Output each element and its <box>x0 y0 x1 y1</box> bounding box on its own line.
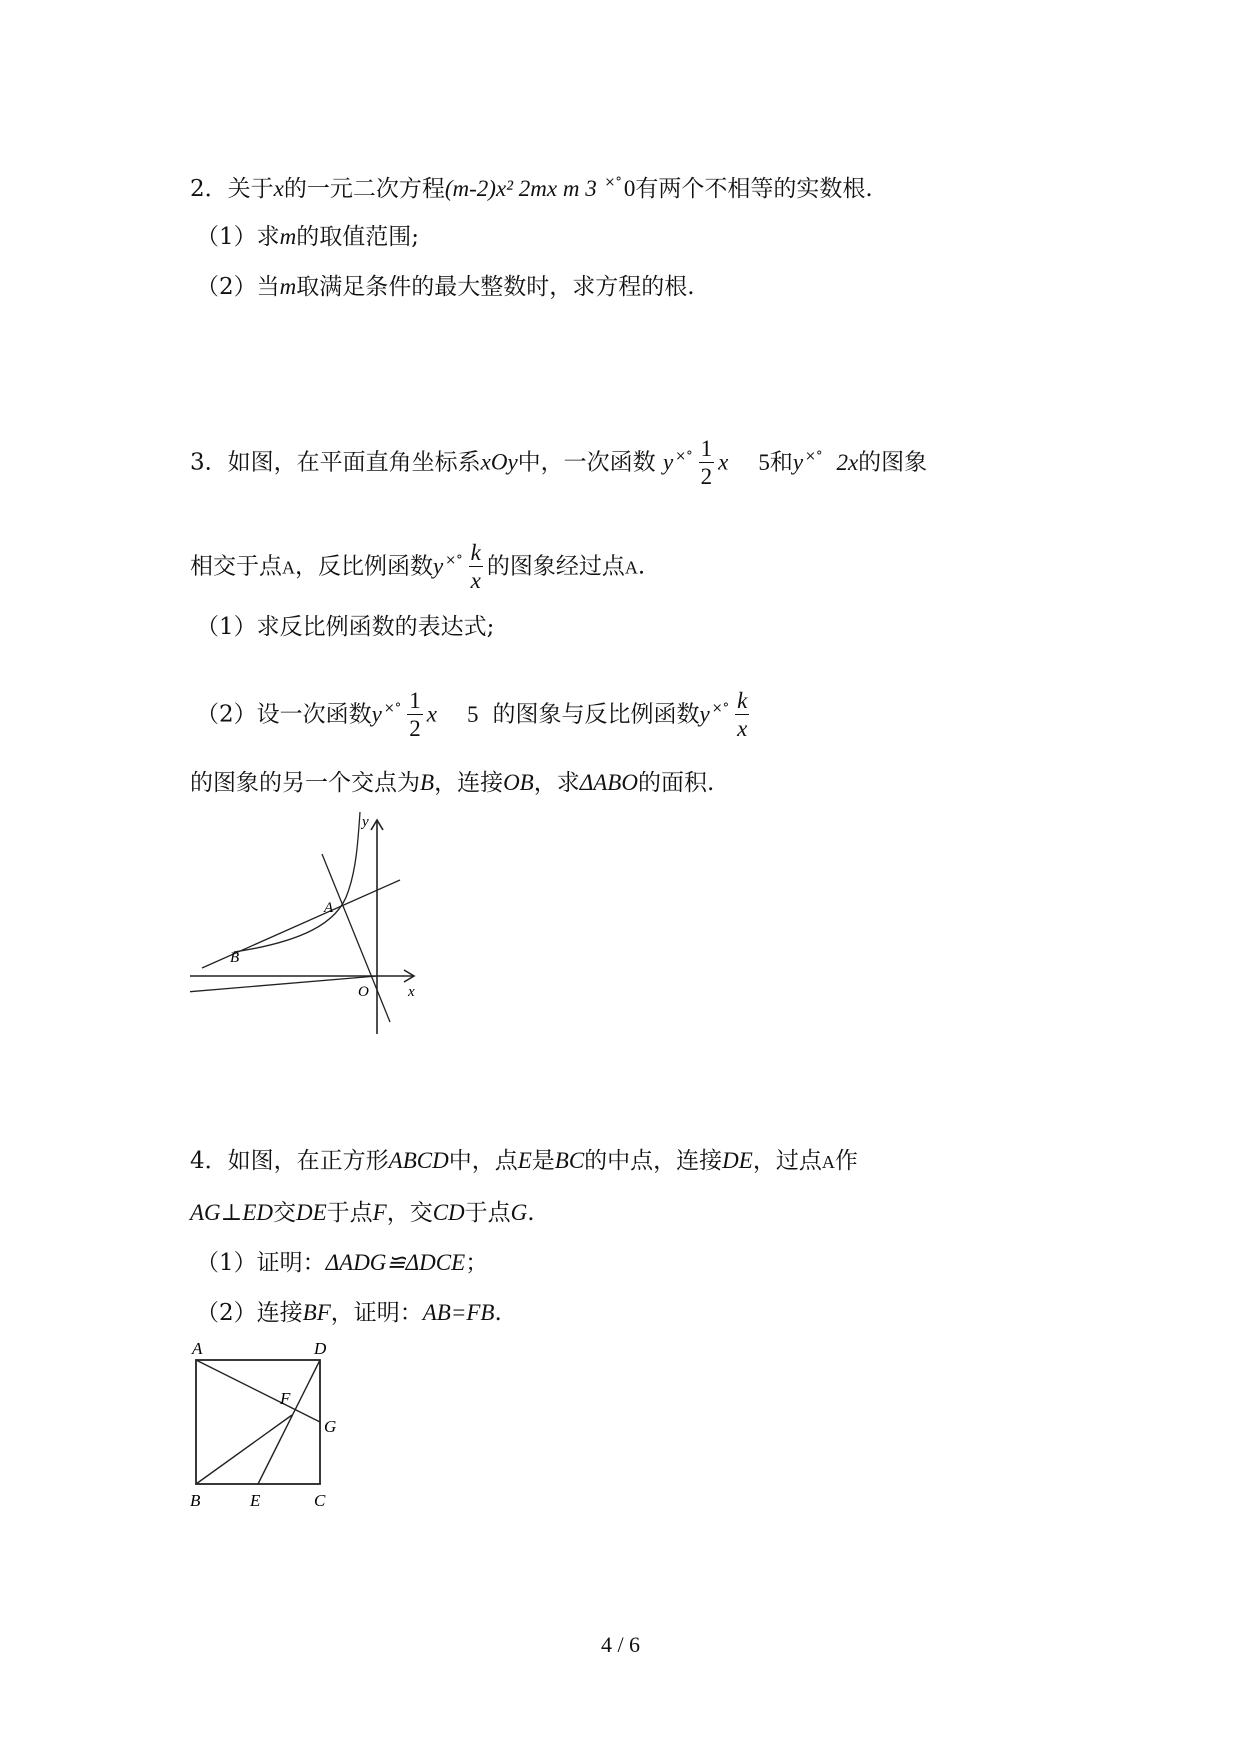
q3-intro: 如图，在平面直角坐标系 <box>227 449 481 476</box>
q4-mid3: 的中点，连接 <box>584 1148 723 1174</box>
q2-part1-prefix: （1）求 <box>196 224 280 250</box>
q4-f: F <box>372 1200 387 1225</box>
q3-part2-y: y <box>371 701 382 727</box>
q2-intro2: 的一元二次方程 <box>283 176 445 202</box>
q4-part2-prefix: （2）连接 <box>196 1300 303 1326</box>
q3-glyph2: ×° <box>805 448 823 464</box>
q3-glyph1: ×° <box>675 448 693 464</box>
q3-coord: xOy <box>480 449 518 475</box>
q4-ag: AG <box>190 1200 221 1225</box>
q3-point-b: B <box>420 770 435 795</box>
q3-part2-fraction <box>407 688 423 743</box>
q2-line1 <box>190 168 873 204</box>
q3-part2-frac-num: 1 <box>409 688 421 713</box>
q3-label-b: B <box>230 950 240 966</box>
q3-y1: y <box>662 449 674 475</box>
q4-part1-math: ΔADG≌ΔDCE <box>325 1250 466 1275</box>
q4-label-e: E <box>250 1491 261 1510</box>
q3-label-a: A <box>324 900 334 916</box>
q4-tail: 作 <box>834 1148 858 1174</box>
q3-k: k <box>470 540 481 565</box>
q4-part2-bf: BF <box>302 1300 331 1325</box>
q4-ed: ED <box>242 1200 273 1225</box>
q3-part2-c: 5 <box>466 701 479 727</box>
q2-var-x: x <box>273 176 284 201</box>
q3-eq2: 2x <box>836 449 859 475</box>
q3-number: 3． <box>190 449 228 476</box>
q3-label-x: x <box>408 984 415 1000</box>
q3-line2 <box>190 540 645 595</box>
q2-part2 <box>196 272 695 302</box>
q3-triangle: ΔABO <box>579 770 638 795</box>
q3-fraction-half <box>699 436 715 491</box>
q3-point-a: A <box>282 557 295 578</box>
q4-line-bf <box>196 1415 292 1484</box>
q3-part2-frac-den: 2 <box>409 716 421 741</box>
q4-label-c: C <box>314 1491 326 1510</box>
q3-frac-num: 1 <box>700 436 713 461</box>
q3-part2-x: x <box>426 701 437 727</box>
q4-line2-mid: 交 <box>272 1200 296 1226</box>
q4-part2-math: AB=FB <box>422 1300 495 1325</box>
q4-number: 4． <box>190 1148 228 1174</box>
q3-x1: x <box>718 449 729 475</box>
q4-label-a: A <box>192 1339 203 1358</box>
q4-dot: . <box>527 1200 535 1226</box>
q3-last-prefix: 的图象的另一个交点为 <box>190 770 420 796</box>
q3-line1 <box>190 436 927 491</box>
q3-part2-k: k <box>737 688 748 713</box>
q4-line2-mid4: 于点 <box>464 1200 511 1226</box>
q3-c1: 5 <box>758 449 770 475</box>
q3-label-y: y <box>362 814 369 830</box>
page-number: 4 / 6 <box>600 1632 641 1657</box>
q2-garbled-glyph: ×° <box>604 175 622 190</box>
q3-part1-text: （1）求反比例函数的表达式; <box>196 614 495 640</box>
q4-de: DE <box>722 1148 753 1173</box>
q4-label-b: B <box>190 1491 201 1510</box>
q3-line-last <box>190 768 714 798</box>
q2-number: 2． <box>190 176 228 202</box>
q4-part2 <box>196 1298 502 1328</box>
q3-part2-y3: y <box>699 701 710 727</box>
q3-part2-fraction-k <box>735 688 749 743</box>
q3-and: 和 <box>769 449 793 476</box>
q3-dot: . <box>637 553 646 580</box>
q3-line2-prefix: 相交于点 <box>190 553 282 580</box>
q2-part1 <box>196 222 419 252</box>
q3-line2-mid: ，反比例函数 <box>295 553 433 580</box>
q4-part2-mid: ，证明： <box>330 1300 423 1326</box>
q3-line-bo <box>190 976 377 992</box>
q2-tail: 有两个不相等的实数根. <box>635 176 873 202</box>
q3-hyperbola <box>234 812 360 952</box>
q4-e: E <box>517 1148 532 1173</box>
q4-part1-tail: ； <box>465 1250 489 1276</box>
q4-part1-prefix: （1）证明： <box>196 1250 326 1276</box>
q2-intro: 关于 <box>227 176 274 202</box>
q4-bc: BC <box>554 1148 585 1173</box>
q4-part1 <box>196 1248 488 1278</box>
q3-figure <box>190 812 430 1034</box>
q3-glyph3: ×° <box>445 552 463 568</box>
q4-line2-mid2: 于点 <box>326 1200 373 1226</box>
q4-part2-tail: . <box>494 1300 502 1326</box>
q3-label-o: O <box>358 984 369 1000</box>
q4-mid2: 是 <box>531 1148 555 1174</box>
q3-line-neg2x <box>322 854 390 1022</box>
q4-line2-mid3: ，交 <box>386 1200 433 1226</box>
q4-line2-de: DE <box>295 1200 327 1225</box>
q3-part2-kx: x <box>737 716 748 741</box>
q2-part2-var: m <box>279 274 297 299</box>
q4-line2 <box>190 1198 535 1228</box>
q4-intro: 如图，在正方形 <box>227 1148 389 1174</box>
q4-line1 <box>190 1146 858 1177</box>
q3-point-a2: A <box>624 557 638 578</box>
q4-perp: ⊥ <box>220 1200 243 1225</box>
q3-kx: x <box>470 568 481 593</box>
q3-last-mid: ，连接 <box>434 770 504 796</box>
q2-part2-text: 取满足条件的最大整数时，求方程的根. <box>296 274 695 300</box>
q4-mid1: 中，点 <box>448 1148 518 1174</box>
q3-y2: y <box>792 449 804 475</box>
q3-frac-den: 2 <box>700 464 713 489</box>
q4-label-d: D <box>314 1339 327 1358</box>
q4-line-de <box>258 1360 320 1484</box>
q3-ob: OB <box>503 770 534 795</box>
q3-tail: 的图象 <box>858 449 928 476</box>
q4-mid4: ，过点 <box>752 1148 822 1174</box>
q3-part1 <box>196 612 494 642</box>
q3-last-mid2: ，求 <box>533 770 580 796</box>
q2-part1-var: m <box>279 224 297 249</box>
q2-equation: (m-2)x² 2mx m 3 <box>444 176 603 201</box>
q3-intro2: 中，一次函数 <box>517 449 656 476</box>
q3-glyph5: ×° <box>711 700 730 716</box>
q2-part2-prefix: （2）当 <box>196 274 280 300</box>
q4-square <box>196 1360 320 1484</box>
q3-part2-mid: 的图象与反比例函数 <box>492 701 700 728</box>
q3-last-tail: 的面积. <box>637 770 715 796</box>
q4-label-f: F <box>280 1389 291 1408</box>
q4-a: A <box>821 1152 835 1172</box>
q4-abcd: ABCD <box>388 1148 449 1173</box>
q3-line2-tail: 的图象经过点 <box>486 553 625 580</box>
q3-y3: y <box>433 553 444 579</box>
q3-fraction-k-over-x <box>469 540 483 595</box>
q4-figure <box>188 1336 348 1512</box>
q3-part2 <box>196 688 753 743</box>
q2-part1-text: 的取值范围; <box>296 224 420 250</box>
q4-cd: CD <box>432 1200 465 1225</box>
q4-g: G <box>510 1200 528 1225</box>
q3-glyph4: ×° <box>383 700 402 716</box>
q3-part2-prefix: （2）设一次函数 <box>196 701 372 728</box>
q4-label-g: G <box>324 1417 337 1436</box>
q4-line-ag <box>196 1360 320 1422</box>
q2-zero: 0 <box>623 176 636 201</box>
